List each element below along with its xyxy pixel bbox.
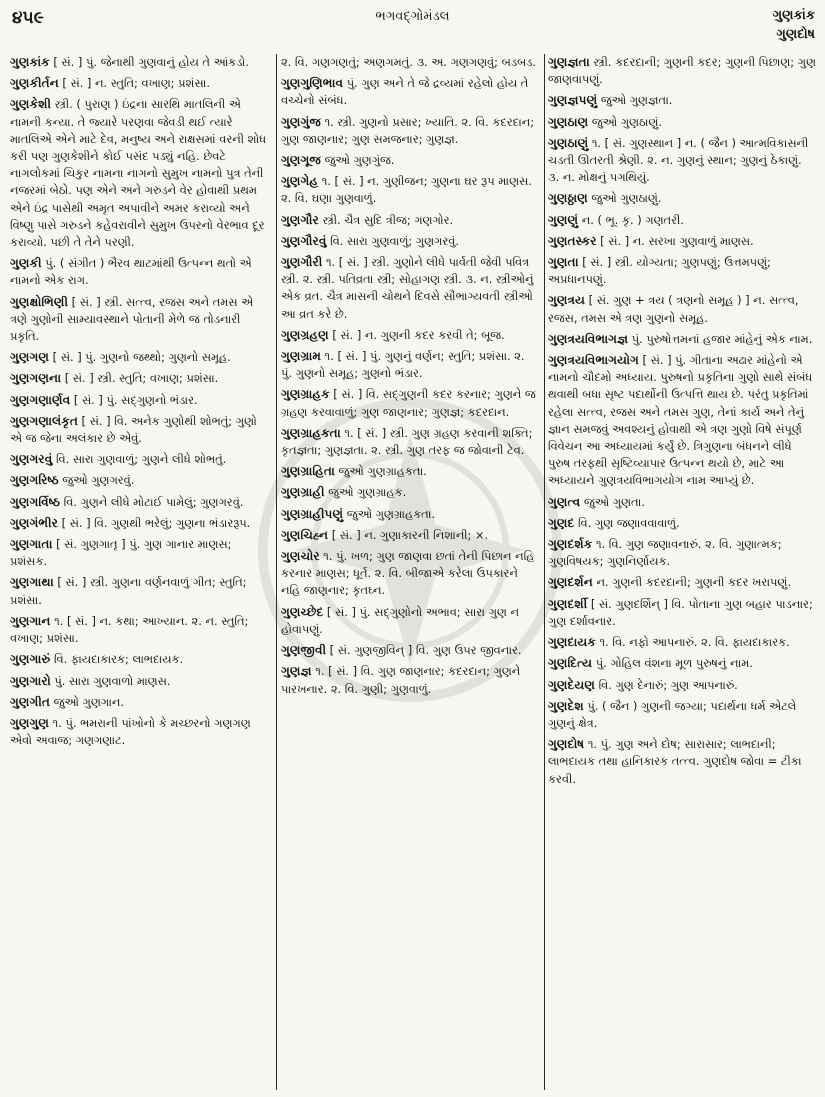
- entry-definition: [ સં. ] સ્ત્રી. ગુણના વર્ણનવાળું ગીત; સ્તુતિ; પ્રશંસા.: [10, 575, 247, 607]
- dictionary-entry: [548, 736, 816, 788]
- column-3: [548, 54, 816, 1092]
- dictionary-entry: [281, 663, 539, 697]
- entry-definition: ૧. [ સં. ] સ્ત્રી. ગુણ ગ્રહણ કરવાની શક્તિ; કૃતજ્ઞતા; ગુણજ્ઞતા. ૨. સ્ત્રી. ગુણ તરફ જ જોવાની ટેવ.: [281, 425, 533, 458]
- dictionary-entry: [548, 114, 816, 131]
- dictionary-entry: [10, 451, 272, 468]
- entry-definition: ૧. વિ. નફો આપનારું. ૨. વિ. ફાયદાકારક.: [595, 635, 790, 650]
- entry-definition: વિ. ગુણને લીધે મોટાઈ પામેલું; ગુણગરવું.: [60, 494, 244, 509]
- entry-definition: વિ. ગુણ દેનારું; ગુણ આપનારું.: [594, 677, 738, 692]
- dictionary-entry: [10, 413, 272, 447]
- entry-headword: ગુણગુંજ: [281, 114, 321, 129]
- entry-headword: ગુણત્વ: [548, 494, 581, 509]
- page-number: ૪૫૯: [12, 8, 44, 28]
- dictionary-entry: [10, 613, 272, 647]
- dictionary-entry: [281, 233, 539, 250]
- dictionary-entry: [548, 331, 816, 348]
- entry-definition: [ સં. ] સ્ત્રી. સત્ત્વ, રજસ અને તમસ એ ત્રણે ગુણોની સામ્યાવસ્થાને પોતાની મેળે જ તોડનારી પ્રકૃતિ.: [10, 294, 254, 344]
- page-header: [0, 0, 825, 52]
- entry-headword: ગુણદોષ: [548, 737, 585, 752]
- entry-definition: ૧. પું. ભમરાની પાંખોનો કે મચ્છરનો ગણગણ એવો અવાજ; ગણગણાટ.: [10, 715, 251, 748]
- dictionary-entry: [10, 515, 272, 532]
- entry-definition: [ સં. ગુણ + ત્રય ( ત્રણનો સમૂહ ) ] ન. સત્ત્વ, રજસ, તમસ એ ત્રણ ગુણનો સમૂહ.: [548, 293, 799, 325]
- entry-definition: ૨. વિ. ગણગણતું; અણગમતું. ૩. અ. ગણગણવું; બડબડ.: [281, 55, 537, 69]
- entry-headword: ગુણદર્શી: [548, 596, 588, 611]
- dictionary-entry: [548, 233, 816, 250]
- entry-headword: ગુણગંભીર: [10, 515, 58, 530]
- entry-headword: ગુણદર્શક: [548, 537, 593, 552]
- entry-definition: ન. ગુણની કદરદાની; ગુણની કદર ખરાપણું.: [592, 575, 791, 590]
- entry-headword: ગુણગાન: [10, 613, 51, 628]
- entry-definition: જુઓ ગુણતા.: [580, 494, 645, 509]
- entry-headword: ગુણદર્શન: [548, 575, 593, 590]
- entry-headword: ગુણકી: [10, 256, 42, 271]
- entry-headword: ગુણચોર: [281, 549, 320, 564]
- dictionary-entry: [10, 715, 272, 749]
- column-1: [10, 54, 272, 1092]
- dictionary-entry: [10, 574, 272, 608]
- entry-headword: ગુણણું: [548, 212, 579, 227]
- guide-word-top: ગુણકાંક: [772, 8, 815, 23]
- entry-headword: ગુણગીત: [10, 694, 50, 709]
- column-divider: [544, 54, 545, 1090]
- entry-definition: વિ. સારા ગુણવાળું; ગુણને લીધે શોભતું.: [52, 452, 227, 467]
- dictionary-entry: [281, 54, 539, 71]
- dictionary-entry: [10, 349, 272, 366]
- dictionary-entry: [548, 494, 816, 511]
- entry-definition: ૧. [ સં. ] વિ. ગુણ જાણનાર; કદરદાન; ગુણને પારખનાર. ૨. વિ. ગુણી; ગુણવાળું.: [281, 664, 521, 696]
- dictionary-entry: [10, 536, 272, 570]
- entry-definition: [ સં. ] પું. ગીતાના અઢાર માંહેનો એ નામનો ચૌદમો અધ્યાય. પુરુષનો પ્રકૃતિના ગુણો સાથે સંબંધ થવાથી બધા સૃષ્ટ પદાર્થોની ઉત્પત્તિ થાય છે. પરંતુ પ્રકૃતિમાં રહેલા સત્ત્વ, રજસ અને તમસ ગુણ, તેનાં કાર્ય અને તેનું જ્ઞાન સમજવું અવશ્યનું હોવાથી એ ત્રણ ગુણો વિષે સંપૂર્ણ વિવેચન આ અધ્યાયમાં કર્યું છે. ત્રિગુણના બંધનને લીધે પુરુષ તરફથી સૃષ્ટિવ્યાપાર ઉત્પન્ન થયો છે, માટે આ અધ્યાયને ગુણત્રયવિભાગયોગ નામ આપ્યું છે.: [548, 353, 813, 488]
- entry-headword: ગુણતા: [548, 255, 579, 270]
- entry-definition: પું. પુરુષોત્તમનાં હજાર માંહેનું એક નામ.: [628, 331, 813, 346]
- entry-definition: [ સં. ] ન. સરખા ગુણવાળું માણસ.: [596, 233, 754, 248]
- entry-headword: ગુણગૌરવું: [281, 233, 327, 248]
- entry-definition: [ સં. ] પું. સદ્ગુણોનો અભાવ; સારા ગુણ ન હોવાપણું.: [281, 604, 519, 636]
- entry-headword: ગુણગર્વિષ્ઠ: [10, 494, 61, 509]
- entry-headword: ગુણજ્ઞપણું: [548, 93, 598, 108]
- entry-headword: ગુણકાંક: [10, 55, 50, 69]
- entry-headword: ગુણગ્રહણ: [281, 327, 329, 342]
- entry-headword: ગુણદેશ: [548, 698, 584, 713]
- entry-definition: જુઓ ગુણગ્રાહકતા.: [343, 506, 436, 521]
- entry-definition: વિ. સારા ગુણવાળું; ગુણગરવું.: [326, 233, 459, 248]
- entry-headword: ગુણગ્રાહિતા: [281, 464, 335, 479]
- entry-headword: ગુણદિત્ય: [548, 656, 593, 671]
- dictionary-entry: [548, 135, 816, 187]
- column-divider: [276, 54, 277, 1090]
- entry-headword: ગુણગેહ: [281, 174, 319, 189]
- dictionary-entry: [10, 392, 272, 409]
- dictionary-entry: [10, 96, 272, 251]
- entry-headword: ગુણદાયક: [548, 635, 596, 650]
- entry-definition: [ સં. ગુણદર્શિન્ ] વિ. પોતાના ગુણ બહાર પાડનાર; ગુણ દર્શાવનાર.: [548, 596, 813, 628]
- entry-definition: [ સં. ] પું. ગુણનો જથ્થો; ગુણનો સમૂહ.: [49, 350, 231, 365]
- dictionary-entry: [548, 54, 816, 88]
- entry-definition: ૧. [ સં. ગુણસ્થાન ] ન. ( જૈન ) આત્મવિકાસની ચડતી ઊતરતી શ્રેણી. ૨. ન. ગુણનું સ્થાન; ગુણનું ઠેકાણું. ૩. ન. મોક્ષનું પગથિયું.: [548, 135, 809, 185]
- entry-definition: [ સં. ગુણજીવિન્ ] વિ. ગુણ ઉપર જીવનાર.: [326, 643, 522, 658]
- dictionary-entry: [281, 327, 539, 344]
- entry-definition: પું. ( જૈન ) ગુણની જગ્યા; પદાર્થના ધર્મ એટલે ગુણનું ક્ષેત્ર.: [548, 698, 797, 730]
- entry-definition: [ સં. ] પું. જેનાથી ગુણવાનું હોય તે આંકડો.: [49, 55, 249, 69]
- dictionary-entry: [281, 527, 539, 544]
- dictionary-entry: [10, 370, 272, 387]
- column-2: [281, 54, 539, 1092]
- entry-definition: પું. ગુણ અને તે જે દ્રવ્યમાં રહેલો હોય તે વચ્ચેનો સંબંધ.: [281, 76, 529, 108]
- guide-words: [773, 6, 815, 44]
- entry-headword: ગુણગણાલંકૃત: [10, 413, 78, 428]
- dictionary-entry: [548, 190, 816, 207]
- entry-headword: ગુણત્રયવિભાગયોગ: [548, 353, 639, 368]
- dictionary-entry: [548, 677, 816, 694]
- dictionary-entry: [281, 212, 539, 229]
- entry-headword: ગુણગ્રાહકતા: [281, 425, 341, 440]
- dictionary-entry: [281, 506, 539, 523]
- entry-headword: ગુણગણાર્ણવ: [10, 392, 71, 407]
- entry-headword: ગુણચિહ્ન: [281, 527, 329, 542]
- entry-headword: ગુણગાથા: [10, 575, 54, 590]
- entry-definition: ૧. પું. ખળ; ગુણ જાણવા છતાં તેની પિછાન નહિ કરનાર માણસ; ધૂર્ત. ૨. વિ. બીજાએ કરેલા ઉપકારને નહિ જાણનાર; કૃતઘ્ન.: [281, 549, 535, 598]
- running-title: ભગવદ્ગોમંડલ: [375, 9, 450, 24]
- entry-headword: ગુણગારું: [10, 652, 51, 667]
- entry-headword: ગુણક્ષોભિણી: [10, 294, 69, 309]
- entry-definition: પું. ( સંગીત ) ભૈરવ થાટમાંથી ઉત્પન્ન થતો એ નામનો એક રાગ.: [10, 256, 252, 288]
- dictionary-entry: [10, 75, 272, 92]
- dictionary-entry: [281, 75, 539, 109]
- entry-definition: ૧. વિ. ગુણ જણાવનારું. ૨. વિ. ગુણાત્મક; ગુણવિષયક; ગુણનિર્ણાયક.: [548, 537, 782, 569]
- dictionary-entry: [10, 472, 272, 489]
- dictionary-entry: [10, 694, 272, 711]
- entry-headword: ગુણગ્રાહી: [281, 485, 325, 500]
- entry-headword: ગુણજીવી: [281, 643, 327, 658]
- entry-definition: ૧. [ સં. ] પું. ગુણનું વર્ણન; સ્તુતિ; પ્રશંસા. ૨. પું. ગુણનો સમૂહ; ગુણનો ભંડાર.: [281, 349, 525, 381]
- entry-headword: ગુણગૌરી: [281, 255, 323, 270]
- entry-definition: જુઓ ગુણગાન.: [50, 694, 124, 709]
- entry-definition: ૧. [ સં. ] ન. કથા; આખ્યાન. ૨. ન. સ્તુતિ; વખાણ; પ્રશંસા.: [10, 613, 249, 646]
- dictionary-entry: [281, 642, 539, 659]
- dictionary-entry: [548, 655, 816, 672]
- dictionary-entry: [548, 698, 816, 732]
- dictionary-entry: [281, 386, 539, 420]
- entry-headword: ગુણગૌર: [281, 212, 319, 227]
- entry-definition: પું. ગોહિલ વંશના મૂળ પુરુષનું નામ.: [592, 656, 753, 671]
- entry-headword: ગુણગરવું: [10, 452, 53, 467]
- entry-headword: ગુણગુણિભાવ: [281, 76, 344, 91]
- entry-headword: ગુણકેશી: [10, 97, 52, 112]
- dictionary-entry: [281, 484, 539, 501]
- entry-headword: ગુણગ્રામ: [281, 349, 322, 364]
- entry-definition: પું. સારા ગુણવાળો માણસ.: [50, 673, 171, 688]
- entry-definition: [ સં. ] પું. સદ્ગુણનો ભંડાર.: [70, 392, 198, 407]
- dictionary-entry: [548, 254, 816, 288]
- guide-word-bottom: ગુણદોષ: [776, 27, 815, 42]
- entry-headword: ગુણતસ્કર: [548, 233, 597, 248]
- entry-definition: વિ. ફાયદાકારક; લાભદાયક.: [50, 652, 184, 667]
- entry-definition: જુઓ ગુણઠાણું.: [587, 191, 662, 206]
- entry-headword: ગુણગરિષ્ઠ: [10, 473, 59, 488]
- dictionary-entry: [281, 254, 539, 323]
- entry-definition: વિ. ગુણ જણાવવાવાળું.: [574, 515, 680, 530]
- entry-definition: [ સં. ગુણગાતૃ ] પું. ગુણ ગાનાર માણસ; પ્રશંસક.: [10, 537, 232, 569]
- entry-headword: ગુણઠ્ઠાણ: [548, 191, 588, 206]
- entry-definition: જુઓ ગુણઠાણું.: [588, 114, 662, 129]
- entry-headword: ગુણત્રય: [548, 293, 586, 308]
- dictionary-entry: [548, 634, 816, 651]
- entry-definition: ૧. સ્ત્રી. ગુણનો પ્રસાર; ખ્યાતિ. ૨. વિ. કદરદાન; ગુણ જાણનાર; ગુણ સમજનાર; ગુણજ્ઞ.: [281, 114, 535, 146]
- entry-headword: ગુણગ્રાહીપણું: [281, 506, 344, 521]
- entry-definition: સ્ત્રી. ચૈત્ર સુદિ ત્રીજ; ગણગોર.: [318, 212, 454, 227]
- dictionary-entry: [548, 596, 816, 630]
- entry-definition: જુઓ ગુણગ્રાહકતા.: [334, 464, 427, 479]
- dictionary-entry: [10, 294, 272, 346]
- entry-definition: [ સં. ] ન. ગુણાકારની નિશાની; ×.: [328, 527, 489, 542]
- entry-headword: ગુણજ્ઞ: [281, 664, 312, 679]
- entry-headword: ગુણકીર્તન: [10, 76, 59, 91]
- dictionary-entry: [10, 54, 272, 71]
- entry-headword: ગુણગણ: [10, 350, 50, 365]
- entry-headword: ગુણઠાણ: [548, 114, 589, 129]
- dictionary-entry: [281, 173, 539, 207]
- entry-headword: ગુણગાતા: [10, 537, 53, 552]
- entry-headword: ગુણગ્રાહક: [281, 387, 330, 402]
- dictionary-entry: [10, 494, 272, 511]
- entry-headword: ગુણગારો: [10, 673, 51, 688]
- dictionary-entry: [548, 515, 816, 532]
- entry-definition: [ સં. ] વિ. સદ્ગુણની કદર કરનાર; ગુણને જ ગ્રહણ કરવાવાળું; ગુણ જાણનાર; ગુણજ્ઞ; કદરદાન.: [281, 387, 536, 419]
- entry-definition: જુઓ ગુણગુંજ.: [320, 153, 395, 168]
- entry-definition: ન. ( ભૂ. કૃ. ) ગણતરી.: [578, 212, 684, 227]
- dictionary-entry: [548, 536, 816, 570]
- dictionary-entry: [281, 348, 539, 382]
- entry-headword: ગુણગણના: [10, 371, 62, 386]
- dictionary-entry: [281, 548, 539, 600]
- entry-definition: જુઓ ગુણગ્રાહક.: [324, 485, 407, 500]
- dictionary-entry: [10, 255, 272, 289]
- entry-headword: ગુણગુણ: [10, 715, 50, 730]
- entry-definition: સ્ત્રી. કદરદાની; ગુણની કદર; ગુણની પિછાણ; ગુણ જાણવાપણું.: [548, 55, 816, 87]
- dictionary-entry: [548, 212, 816, 229]
- entry-headword: ગુણદ: [548, 515, 575, 530]
- dictionary-entry: [10, 651, 272, 668]
- dictionary-entry: [281, 152, 539, 169]
- entry-definition: ૧. પું. ગુણ અને દોષ; સારાસાર; લાભદાની; લાભદાયક તથા હાનિકારક તત્ત્વ. ગુણદોષ જોવા = ટીકા કરવી.: [548, 737, 802, 786]
- dictionary-entry: [281, 114, 539, 148]
- entry-headword: ગુણદેયણ: [548, 677, 595, 692]
- dictionary-entry: [548, 352, 816, 490]
- dictionary-entry: [281, 604, 539, 638]
- dictionary-entry: [548, 574, 816, 591]
- entry-headword: ગુણગૂજ: [281, 153, 321, 168]
- dictionary-entry: [281, 463, 539, 480]
- entry-definition: [ સં. ] વિ. અનેક ગુણોથી શોભતું; ગુણો એ જ જેના અલંકાર છે એવું.: [10, 413, 257, 446]
- entry-definition: [ સં. ] ન. સ્તુતિ; વખાણ; પ્રશંસા.: [58, 76, 210, 91]
- dictionary-entry: [548, 292, 816, 326]
- entry-definition: સ્ત્રી. ( પુરાણ ) ઇંદ્રના સારથિ માતલિની એ નામની કન્યા. તે જ્યારે પરણવા જેવડી થઈ ત્યારે માતલિએ એને માટે દેવ, મનુષ્ય અને રાક્ષસમાં વરની શોધ કરી પણ ગુણકેશીને કોઈ પસંદ પડ્યું નહિ. છેવટે નાગલોકમાં ચિકુર નામના નાગનો સુમુખ નામનો પુત્ર તેની નજરમાં બેઠો. પણ એને અને ગરુડને વેર હોવાથી પ્રથમ એને ઇંદ્ર પાસેથી અમૃત અપાવીને અમર કરાવ્યો અને વિષ્ણુ પાસે ગરુડને કહેવરાવીને સુમુખ ઉપરનો વેરભાવ દૂર કરાવ્યો. પછી તે તેને પરણી.: [10, 97, 267, 250]
- entry-definition: [ સં. ] ન. ગુણની કદર કરવી તે; બૂજ.: [328, 327, 505, 342]
- entry-headword: ગુણઠાણું: [548, 135, 589, 150]
- dictionary-entry: [10, 673, 272, 690]
- entry-definition: [ સં. ] સ્ત્રી. યોગ્યતા; ગુણપણું; ઉત્તમપણું; અપ્રધાનપણું.: [548, 255, 771, 287]
- entry-definition: ૧. [ સં. ] સ્ત્રી. ગુણોને લીધે પાર્વતી જેવી પવિત્ર સ્ત્રી. ૨. સ્ત્રી. પતિવ્રતા સ્ત્રી; સોહાગણ સ્ત્રી. ૩. ન. સ્ત્રીઓનું એક વ્રત. ચૈત્ર માસની ચોથને દિવસે સૌભાગ્યવતી સ્ત્રીઓ આ વ્રત કરે છે.: [281, 255, 534, 321]
- entry-headword: ગુણજ્ઞતા: [548, 55, 590, 69]
- entry-headword: ગુણચ્છેદ: [281, 604, 324, 619]
- entry-definition: [ સં. ] વિ. ગુણથી ભરેલું; ગુણના ભંડારરૂપ.: [57, 515, 251, 530]
- entry-definition: જુઓ ગુણગરવું.: [58, 473, 135, 488]
- entry-headword: ગુણત્રયવિભાગજ્ઞ: [548, 331, 629, 346]
- entry-definition: [ સં. ] સ્ત્રી. સ્તુતિ; વખાણ; પ્રશંસા.: [61, 371, 219, 386]
- entry-definition: ૧. [ સં. ] ન. ગુણીજન; ગુણના ઘર રૂપ માણસ. ૨. વિ. ઘણા ગુણવાળું.: [281, 174, 532, 206]
- dictionary-entry: [548, 92, 816, 109]
- dictionary-entry: [281, 425, 539, 459]
- entry-definition: જુઓ ગુણજ્ઞતા.: [597, 93, 673, 108]
